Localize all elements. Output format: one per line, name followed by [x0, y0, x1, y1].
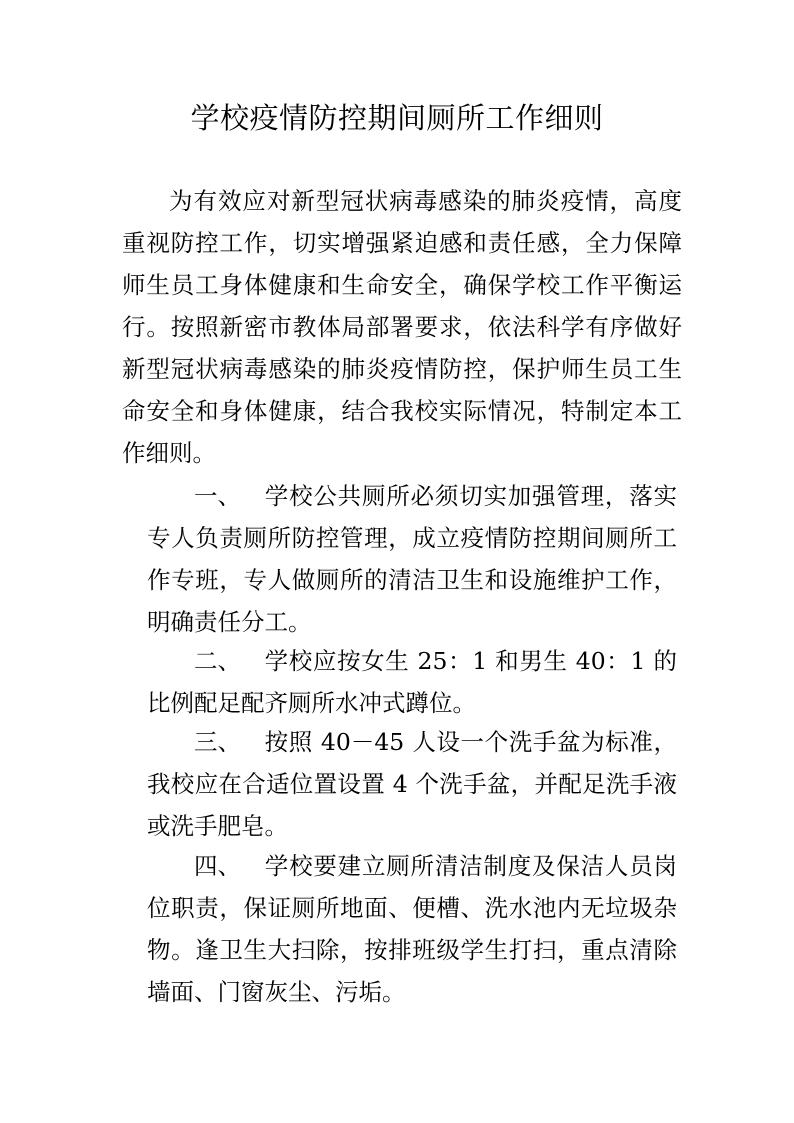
rule-item-1-number: 一、 — [194, 482, 241, 510]
rule-item-3-text: 按照 40－45 人设一个洗手盆为标准，我校应在合适位置设置 4 个洗手盆，并配足洗手液或洗手肥皂。 — [147, 728, 677, 840]
document-title: 学校疫情防控期间厕所工作细则 — [190, 101, 604, 135]
rule-item-4-number: 四、 — [194, 852, 241, 880]
rule-item-1-text: 学校公共厕所必须切实加强管理，落实专人负责厕所防控管理，成立疫情防控期间厕所工作专班，专人做厕所的清洁卫生和设施维护工作，明确责任分工。 — [147, 482, 677, 636]
rule-item-4-text: 学校要建立厕所清洁制度及保洁人员岗位职责，保证厕所地面、便槽、洗水池内无垃圾杂物。逢卫生大扫除，按排班级学生打扫，重点清除墙面、门窗灰尘、污垢。 — [147, 852, 677, 1006]
rule-item-2 — [147, 640, 677, 724]
rule-item-3 — [147, 721, 677, 847]
rule-item-2-text: 学校应按女生 25：1 和男生 40：1 的比例配足配齐厕所水冲式蹲位。 — [147, 647, 677, 717]
rule-item-3-number: 三、 — [194, 728, 241, 756]
rule-item-1 — [147, 475, 677, 643]
intro-paragraph: 为有效应对新型冠状病毒感染的肺炎疫情，高度重视防控工作，切实增强紧迫感和责任感，全力保障师生员工身体健康和生命安全，确保学校工作平衡运行。按照新密市教体局部署要求，依法科学有序做好新型冠状病毒感染的肺炎疫情防控，保护师生员工生命安全和身体健康，结合我校实际情况，特制定本工作细则。 — [122, 187, 682, 467]
rule-item-2-number: 二、 — [194, 647, 241, 675]
rule-item-4 — [147, 845, 677, 1013]
